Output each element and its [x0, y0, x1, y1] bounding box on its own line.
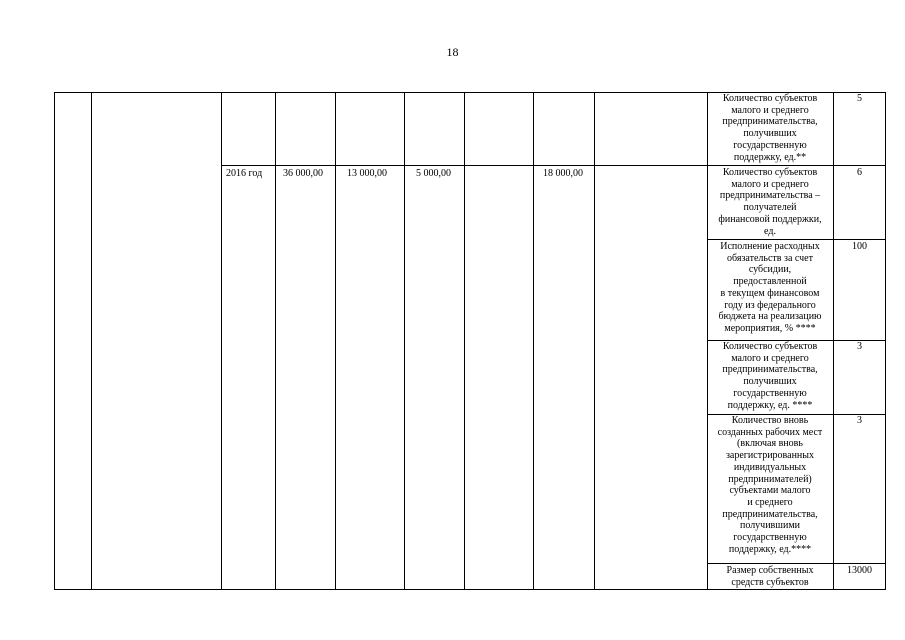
- indicator-divider: [707, 239, 886, 240]
- amount-cell: 13 000,00: [347, 168, 387, 179]
- page-number: 18: [446, 45, 459, 59]
- indicator-line: обязательств за счет: [727, 252, 813, 264]
- indicator-value: 5: [857, 93, 862, 104]
- indicator-line: средств субъектов: [731, 576, 809, 588]
- indicator-line: в текущем финансовом: [720, 287, 820, 299]
- indicator-value: 6: [857, 167, 862, 178]
- table-border-right: [885, 92, 886, 590]
- indicator-line: предпринимательства,: [722, 364, 818, 376]
- indicator-line: Исполнение расходных: [720, 241, 820, 252]
- indicator-line: и среднего: [747, 496, 793, 508]
- indicator-line: предпринимательства –: [719, 190, 821, 202]
- indicator-name: [707, 565, 833, 588]
- indicator-name: [707, 241, 833, 335]
- column-divider: [91, 92, 92, 590]
- table-border-bottom: [54, 589, 886, 590]
- indicator-value: 3: [857, 341, 862, 352]
- indicator-line: Количество субъектов: [722, 167, 818, 178]
- total-amount-cell: 36 000,00: [283, 168, 323, 179]
- indicator-name: [707, 341, 833, 411]
- indicator-line: созданных рабочих мест: [717, 426, 823, 438]
- amount-cell: 5 000,00: [416, 168, 451, 179]
- indicator-line: индивидуальных: [733, 461, 807, 473]
- indicator-line: мероприятия, % ****: [724, 322, 816, 334]
- column-divider: [221, 92, 222, 590]
- indicator-name: [707, 167, 833, 237]
- indicator-line: получившими: [739, 520, 801, 532]
- year-row-divider: [221, 165, 886, 166]
- column-divider: [464, 92, 465, 590]
- indicator-line: предпринимательства,: [722, 508, 818, 520]
- indicator-line: поддержку, ед.**: [733, 151, 807, 163]
- indicator-line: зарегистрированных: [725, 450, 814, 462]
- indicator-name: [707, 415, 833, 555]
- table-border-left: [54, 92, 55, 590]
- indicator-value: 13000: [847, 565, 872, 576]
- indicator-line: Количество субъектов: [722, 341, 818, 352]
- indicator-line: бюджета на реализацию: [718, 311, 822, 323]
- indicator-line: малого и среднего: [731, 104, 809, 116]
- indicator-line: предоставленной: [733, 276, 807, 288]
- column-divider: [594, 92, 595, 590]
- indicator-value: 3: [857, 415, 862, 426]
- indicator-line: предпринимателей): [728, 473, 812, 485]
- indicator-line: государственную: [733, 139, 807, 151]
- indicator-line: ед.: [764, 225, 776, 237]
- indicator-line: субсидии,: [748, 264, 792, 276]
- indicator-line: финансовой поддержки,: [718, 213, 822, 225]
- amount-cell: 18 000,00: [543, 168, 583, 179]
- indicator-line: получателей: [743, 202, 797, 214]
- indicator-line: малого и среднего: [731, 178, 809, 190]
- indicator-line: году из федерального: [724, 299, 816, 311]
- indicator-line: поддержку, ед.****: [728, 543, 812, 555]
- indicator-line: Количество субъектов: [722, 93, 818, 104]
- indicator-line: государственную: [733, 532, 807, 544]
- indicator-line: предпринимательства,: [722, 116, 818, 128]
- column-divider: [533, 92, 534, 590]
- column-divider: [275, 92, 276, 590]
- indicator-line: субъектами малого: [729, 485, 811, 497]
- indicator-line: получивших: [743, 128, 797, 140]
- indicator-line: поддержку, ед. ****: [727, 399, 813, 411]
- indicator-name: [707, 93, 833, 163]
- column-divider: [404, 92, 405, 590]
- indicator-line: (включая вновь: [737, 438, 803, 450]
- indicator-divider: [707, 563, 886, 564]
- indicator-line: Количество вновь: [731, 415, 809, 426]
- indicator-value: 100: [852, 241, 867, 252]
- column-divider: [335, 92, 336, 590]
- indicator-line: государственную: [733, 387, 807, 399]
- indicator-line: получивших: [743, 376, 797, 388]
- indicator-line: малого и среднего: [731, 352, 809, 364]
- year-cell: 2016 год: [226, 168, 263, 179]
- indicator-line: Размер собственных: [726, 565, 814, 576]
